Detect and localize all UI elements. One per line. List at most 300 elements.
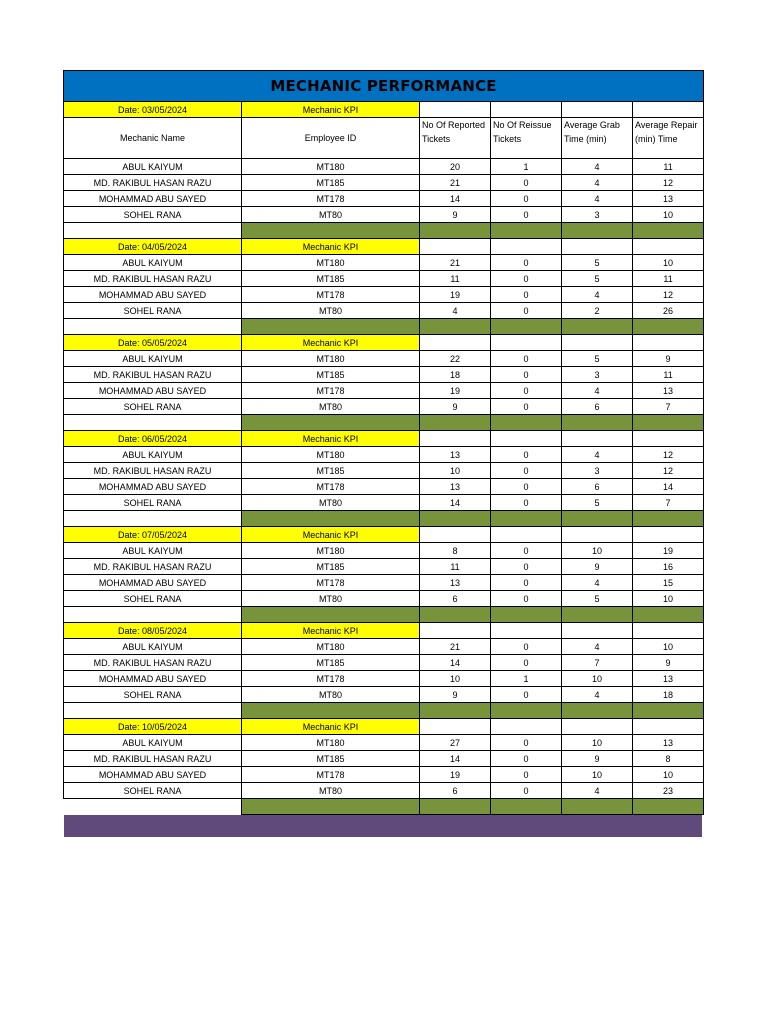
metric-cell: 5 [562,495,633,511]
empty-cell [491,623,562,639]
metric-cell: 4 [562,575,633,591]
separator-cell [420,319,491,335]
metric-cell: 0 [491,655,562,671]
employee-id: MT178 [242,479,420,495]
mechanic-name: MD. RAKIBUL HASAN RAZU [64,367,242,383]
empty-cell [562,527,633,543]
table-row [64,191,704,207]
mechanic-name: MOHAMMAD ABU SAYED [64,479,242,495]
empty-cell [562,719,633,735]
metric-cell: 4 [420,303,491,319]
employee-id: MT185 [242,463,420,479]
metric-cell: 13 [420,479,491,495]
metric-cell: 22 [420,351,491,367]
separator-cell [491,607,562,623]
metric-cell: 10 [633,767,704,783]
metric-cell: 3 [562,463,633,479]
separator-cell [562,607,633,623]
empty-cell [64,511,242,527]
empty-cell [420,719,491,735]
table-row [64,479,704,495]
table-row [64,687,704,703]
table-row [64,671,704,687]
section-header-row [64,623,704,639]
empty-cell [64,799,242,815]
metric-cell: 5 [562,351,633,367]
metric-cell: 14 [633,479,704,495]
separator-cell [633,607,704,623]
section-date: Date: 05/05/2024 [64,335,242,351]
metric-cell: 6 [562,479,633,495]
mechanic-performance-sheet [63,70,703,815]
empty-cell [491,102,562,118]
metric-cell: 10 [633,639,704,655]
metric-cell: 11 [420,271,491,287]
metric-cell: 10 [562,671,633,687]
metric-cell: 11 [633,159,704,175]
metric-cell: 0 [491,751,562,767]
mechanic-name: MOHAMMAD ABU SAYED [64,767,242,783]
employee-id: MT185 [242,751,420,767]
separator-cell [242,607,420,623]
metric-cell: 5 [562,591,633,607]
empty-cell [64,607,242,623]
empty-cell [420,239,491,255]
employee-id: MT180 [242,159,420,175]
separator-row [64,607,704,623]
separator-cell [633,319,704,335]
mechanic-name: MOHAMMAD ABU SAYED [64,575,242,591]
separator-cell [491,511,562,527]
mechanic-name: MD. RAKIBUL HASAN RAZU [64,463,242,479]
table-row [64,447,704,463]
metric-cell: 6 [420,783,491,799]
empty-cell [633,431,704,447]
metric-cell: 0 [491,479,562,495]
mechanic-name: SOHEL RANA [64,495,242,511]
metric-cell: 23 [633,783,704,799]
empty-cell [64,319,242,335]
separator-cell [562,415,633,431]
table-row [64,463,704,479]
metric-cell: 18 [420,367,491,383]
table-row [64,271,704,287]
metric-cell: 21 [420,639,491,655]
employee-id: MT185 [242,559,420,575]
empty-cell [491,719,562,735]
metric-cell: 10 [562,767,633,783]
mechanic-name: SOHEL RANA [64,687,242,703]
separator-cell [633,511,704,527]
employee-id: MT80 [242,783,420,799]
separator-cell [562,511,633,527]
metric-cell: 4 [562,383,633,399]
employee-id: MT80 [242,303,420,319]
metric-cell: 0 [491,191,562,207]
employee-id: MT80 [242,687,420,703]
metric-cell: 13 [633,671,704,687]
metric-cell: 13 [420,575,491,591]
separator-cell [562,223,633,239]
section-date: Date: 04/05/2024 [64,239,242,255]
section-header-row [64,431,704,447]
metric-cell: 11 [633,271,704,287]
metric-cell: 0 [491,543,562,559]
separator-cell [420,607,491,623]
separator-cell [562,319,633,335]
kpi-label: Mechanic KPI [242,527,420,543]
employee-id: MT180 [242,351,420,367]
metric-cell: 4 [562,783,633,799]
separator-cell [420,415,491,431]
metric-cell: 13 [633,735,704,751]
performance-table [63,70,704,815]
empty-cell [633,335,704,351]
employee-id: MT180 [242,447,420,463]
metric-cell: 8 [420,543,491,559]
metric-cell: 0 [491,447,562,463]
metric-cell: 0 [491,207,562,223]
metric-cell: 8 [633,751,704,767]
mechanic-name: MOHAMMAD ABU SAYED [64,383,242,399]
metric-cell: 3 [562,207,633,223]
metric-cell: 21 [420,255,491,271]
metric-cell: 7 [633,399,704,415]
employee-id: MT178 [242,767,420,783]
separator-cell [633,703,704,719]
metric-cell: 9 [562,559,633,575]
table-row [64,159,704,175]
metric-cell: 10 [420,671,491,687]
employee-id: MT178 [242,287,420,303]
mechanic-name: MD. RAKIBUL HASAN RAZU [64,175,242,191]
separator-cell [491,703,562,719]
table-row [64,287,704,303]
metric-cell: 21 [420,175,491,191]
metric-cell: 0 [491,783,562,799]
empty-cell [64,223,242,239]
employee-id: MT80 [242,399,420,415]
table-row [64,383,704,399]
separator-cell [242,223,420,239]
metric-cell: 26 [633,303,704,319]
empty-cell [491,431,562,447]
section-date: Date: 06/05/2024 [64,431,242,447]
table-row [64,559,704,575]
metric-cell: 9 [420,687,491,703]
metric-cell: 6 [420,591,491,607]
metric-cell: 13 [633,191,704,207]
empty-cell [633,719,704,735]
empty-cell [491,335,562,351]
mechanic-name: MOHAMMAD ABU SAYED [64,287,242,303]
separator-cell [491,799,562,815]
column-header: Employee ID [242,118,420,159]
table-row [64,655,704,671]
kpi-label: Mechanic KPI [242,239,420,255]
empty-cell [491,239,562,255]
table-row [64,399,704,415]
metric-cell: 0 [491,351,562,367]
mechanic-name: ABUL KAIYUM [64,351,242,367]
table-row [64,751,704,767]
sheet-title: MECHANIC PERFORMANCE [64,71,704,102]
metric-cell: 4 [562,687,633,703]
metric-cell: 0 [491,639,562,655]
section-header-row [64,719,704,735]
mechanic-name: SOHEL RANA [64,207,242,223]
mechanic-name: MOHAMMAD ABU SAYED [64,191,242,207]
empty-cell [420,335,491,351]
mechanic-name: ABUL KAIYUM [64,255,242,271]
metric-cell: 0 [491,367,562,383]
empty-cell [633,623,704,639]
empty-cell [562,102,633,118]
metric-cell: 19 [633,543,704,559]
mechanic-name: MD. RAKIBUL HASAN RAZU [64,559,242,575]
separator-cell [242,799,420,815]
section-date: Date: 07/05/2024 [64,527,242,543]
table-row [64,543,704,559]
metric-cell: 7 [562,655,633,671]
employee-id: MT185 [242,655,420,671]
kpi-label: Mechanic KPI [242,623,420,639]
employee-id: MT80 [242,495,420,511]
column-header-row [64,118,704,159]
table-row [64,351,704,367]
kpi-label: Mechanic KPI [242,102,420,118]
metric-cell: 0 [491,255,562,271]
section-date: Date: 03/05/2024 [64,102,242,118]
metric-cell: 3 [562,367,633,383]
section-header-row [64,527,704,543]
empty-cell [562,623,633,639]
metric-cell: 0 [491,735,562,751]
table-row [64,575,704,591]
separator-cell [562,799,633,815]
metric-cell: 13 [420,447,491,463]
separator-cell [420,799,491,815]
metric-cell: 19 [420,767,491,783]
employee-id: MT185 [242,271,420,287]
column-header: Mechanic Name [64,118,242,159]
metric-cell: 0 [491,463,562,479]
metric-cell: 9 [420,399,491,415]
metric-cell: 13 [633,383,704,399]
separator-cell [491,223,562,239]
separator-row [64,511,704,527]
metric-cell: 27 [420,735,491,751]
metric-cell: 15 [633,575,704,591]
employee-id: MT178 [242,575,420,591]
table-row [64,783,704,799]
metric-cell: 11 [420,559,491,575]
separator-cell [491,319,562,335]
mechanic-name: ABUL KAIYUM [64,639,242,655]
separator-cell [242,511,420,527]
empty-cell [562,431,633,447]
employee-id: MT178 [242,383,420,399]
metric-cell: 14 [420,655,491,671]
empty-cell [64,415,242,431]
metric-cell: 12 [633,463,704,479]
metric-cell: 6 [562,399,633,415]
mechanic-name: MD. RAKIBUL HASAN RAZU [64,271,242,287]
separator-row [64,223,704,239]
mechanic-name: ABUL KAIYUM [64,543,242,559]
footer-bar [64,815,702,837]
mechanic-name: SOHEL RANA [64,591,242,607]
metric-cell: 4 [562,447,633,463]
metric-cell: 11 [633,367,704,383]
empty-cell [420,431,491,447]
metric-cell: 10 [562,543,633,559]
column-header: Average Grab Time (min) [562,118,633,159]
mechanic-name: ABUL KAIYUM [64,735,242,751]
mechanic-name: SOHEL RANA [64,399,242,415]
metric-cell: 10 [633,591,704,607]
separator-cell [491,415,562,431]
separator-cell [242,319,420,335]
mechanic-name: SOHEL RANA [64,303,242,319]
metric-cell: 0 [491,271,562,287]
table-row [64,591,704,607]
metric-cell: 9 [633,655,704,671]
employee-id: MT178 [242,671,420,687]
separator-cell [633,223,704,239]
empty-cell [633,102,704,118]
empty-cell [562,239,633,255]
metric-cell: 0 [491,687,562,703]
metric-cell: 16 [633,559,704,575]
kpi-label: Mechanic KPI [242,431,420,447]
metric-cell: 7 [633,495,704,511]
metric-cell: 14 [420,191,491,207]
section-header-row [64,239,704,255]
separator-row [64,415,704,431]
metric-cell: 0 [491,495,562,511]
mechanic-name: MD. RAKIBUL HASAN RAZU [64,655,242,671]
metric-cell: 14 [420,751,491,767]
metric-cell: 5 [562,255,633,271]
metric-cell: 12 [633,447,704,463]
employee-id: MT80 [242,591,420,607]
table-row [64,735,704,751]
metric-cell: 4 [562,287,633,303]
metric-cell: 0 [491,303,562,319]
metric-cell: 4 [562,175,633,191]
separator-cell [562,703,633,719]
separator-row [64,319,704,335]
separator-cell [420,223,491,239]
section-date: Date: 10/05/2024 [64,719,242,735]
metric-cell: 0 [491,399,562,415]
metric-cell: 10 [633,255,704,271]
mechanic-name: SOHEL RANA [64,783,242,799]
metric-cell: 10 [562,735,633,751]
metric-cell: 14 [420,495,491,511]
empty-cell [64,703,242,719]
metric-cell: 0 [491,383,562,399]
table-row [64,367,704,383]
metric-cell: 0 [491,767,562,783]
metric-cell: 19 [420,287,491,303]
metric-cell: 5 [562,271,633,287]
metric-cell: 2 [562,303,633,319]
employee-id: MT80 [242,207,420,223]
employee-id: MT178 [242,191,420,207]
mechanic-name: ABUL KAIYUM [64,159,242,175]
section-header-row [64,102,704,118]
metric-cell: 10 [420,463,491,479]
employee-id: MT185 [242,367,420,383]
column-header: No Of Reissue Tickets [491,118,562,159]
metric-cell: 0 [491,591,562,607]
employee-id: MT180 [242,543,420,559]
metric-cell: 10 [633,207,704,223]
metric-cell: 4 [562,191,633,207]
separator-row [64,799,704,815]
mechanic-name: ABUL KAIYUM [64,447,242,463]
metric-cell: 0 [491,287,562,303]
empty-cell [562,335,633,351]
empty-cell [633,239,704,255]
separator-cell [242,703,420,719]
employee-id: MT180 [242,735,420,751]
metric-cell: 19 [420,383,491,399]
section-date: Date: 08/05/2024 [64,623,242,639]
metric-cell: 1 [491,159,562,175]
empty-cell [420,527,491,543]
column-header: No Of Reported Tickets [420,118,491,159]
column-header: Average Repair (min) Time [633,118,704,159]
metric-cell: 0 [491,559,562,575]
separator-cell [633,799,704,815]
kpi-label: Mechanic KPI [242,335,420,351]
section-header-row [64,335,704,351]
metric-cell: 4 [562,639,633,655]
metric-cell: 12 [633,287,704,303]
separator-row [64,703,704,719]
mechanic-name: MD. RAKIBUL HASAN RAZU [64,751,242,767]
metric-cell: 4 [562,159,633,175]
metric-cell: 9 [420,207,491,223]
table-row [64,255,704,271]
metric-cell: 9 [633,351,704,367]
metric-cell: 0 [491,175,562,191]
empty-cell [420,623,491,639]
employee-id: MT180 [242,255,420,271]
table-row [64,207,704,223]
separator-cell [242,415,420,431]
employee-id: MT180 [242,639,420,655]
separator-cell [420,703,491,719]
empty-cell [633,527,704,543]
kpi-label: Mechanic KPI [242,719,420,735]
metric-cell: 1 [491,671,562,687]
employee-id: MT185 [242,175,420,191]
separator-cell [420,511,491,527]
mechanic-name: MOHAMMAD ABU SAYED [64,671,242,687]
metric-cell: 18 [633,687,704,703]
separator-cell [633,415,704,431]
table-row [64,175,704,191]
metric-cell: 9 [562,751,633,767]
metric-cell: 20 [420,159,491,175]
metric-cell: 12 [633,175,704,191]
table-row [64,639,704,655]
table-row [64,767,704,783]
